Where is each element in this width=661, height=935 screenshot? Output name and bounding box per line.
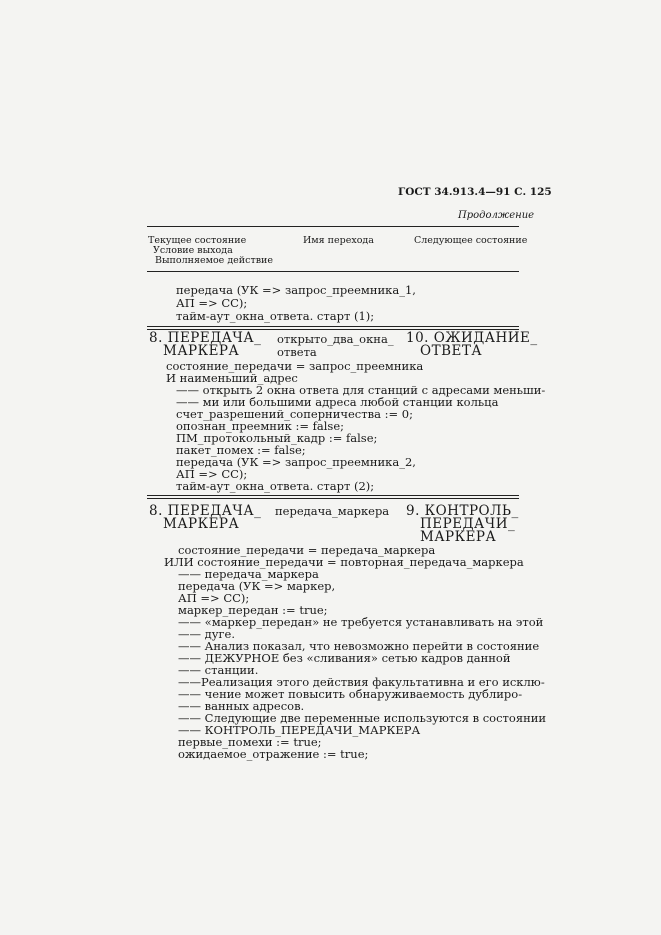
- header-bottom-rule: [147, 271, 519, 272]
- current-state-cont: МАРКЕРА: [163, 343, 240, 359]
- current-state-cont: МАРКЕРА: [163, 516, 240, 532]
- comment-line: —— Следующие две переменные используются в состоянии: [178, 711, 547, 725]
- current-state: 8. ПЕРЕДАЧА_: [149, 330, 262, 346]
- col-exit-condition: Условие выхода: [153, 245, 233, 256]
- comment-line: —— дуге.: [178, 627, 235, 641]
- code-line: счет_разрешений_соперничества := 0;: [176, 407, 413, 421]
- code-line: АП => СС);: [176, 467, 248, 481]
- code-line: передача (УК => запрос_преемника_2,: [176, 455, 416, 469]
- table-top-rule: [147, 226, 519, 227]
- next-state-cont: МАРКЕРА: [420, 529, 497, 545]
- comment-line: —— станции.: [178, 663, 259, 677]
- code-line: тайм-аут_окна_ответа. старт (1);: [176, 309, 375, 323]
- comment-line: —— Анализ показал, что невозможно перейти в состояние: [178, 639, 540, 653]
- code-line: пакет_помех := false;: [176, 443, 306, 457]
- comment-line: —— «маркер_передан» не требуется устанавливать на этой: [178, 615, 544, 629]
- document-number: ГОСТ 34.913.4—91 С. 125: [398, 186, 552, 198]
- comment-line: —— передача_маркера: [178, 567, 319, 581]
- code-line: состояние_передачи = передача_маркера: [178, 543, 436, 557]
- next-state: 10. ОЖИДАНИЕ_: [406, 330, 538, 346]
- col-action: Выполняемое действие: [155, 255, 274, 266]
- code-line: ИЛИ состояние_передачи = повторная_передача_маркера: [164, 555, 524, 569]
- comment-line: —— ми или большими адреса любой станции кольца: [176, 395, 499, 409]
- code-line: передача (УК => маркер,: [178, 579, 336, 593]
- code-line: ПМ_протокольный_кадр := false;: [176, 431, 378, 445]
- code-line: АП => СС);: [176, 296, 248, 310]
- col-transition-name: Имя перехода: [303, 235, 374, 246]
- comment-line: —— открыть 2 окна ответа для станций с адресами меньши-: [176, 383, 546, 397]
- comment-line: —— ванных адресов.: [178, 699, 305, 713]
- comment-line: —— КОНТРОЛЬ_ПЕРЕДАЧИ_МАРКЕРА: [178, 723, 421, 737]
- comment-line: ——Реализация этого действия факультативна и его исклю-: [178, 675, 545, 689]
- next-state: 9. КОНТРОЛЬ_: [406, 503, 519, 519]
- code-line: тайм-аут_окна_ответа. старт (2);: [176, 479, 375, 493]
- next-state-cont: ПЕРЕДАЧИ_: [420, 516, 516, 532]
- row-divider: [147, 495, 519, 499]
- code-line: опознан_преемник := false;: [176, 419, 345, 433]
- comment-line: —— чение может повысить обнаруживаемость дублиро-: [178, 687, 523, 701]
- code-line: передача (УК => запрос_преемника_1,: [176, 283, 416, 297]
- transition-name: открыто_два_окна_: [277, 332, 394, 346]
- continued-label: Продолжение: [458, 210, 535, 221]
- comment-line: —— ДЕЖУРНОЕ без «сливания» сетью кадров данной: [178, 651, 511, 665]
- code-line: первые_помехи := true;: [178, 735, 322, 749]
- col-next-state: Следующее состояние: [414, 235, 528, 246]
- transition-name-cont: ответа: [277, 345, 317, 359]
- code-line: ожидаемое_отражение := true;: [178, 747, 369, 761]
- col-current-state: Текущее состояние: [148, 235, 247, 246]
- current-state: 8. ПЕРЕДАЧА_: [149, 503, 262, 519]
- code-line: маркер_передан := true;: [178, 603, 328, 617]
- next-state-cont: ОТВЕТА: [420, 343, 483, 359]
- code-line: состояние_передачи = запрос_преемника: [166, 359, 424, 373]
- transition-name: передача_маркера: [275, 504, 390, 518]
- code-line: И наименьший_адрес: [166, 371, 298, 385]
- code-line: АП => СС);: [178, 591, 250, 605]
